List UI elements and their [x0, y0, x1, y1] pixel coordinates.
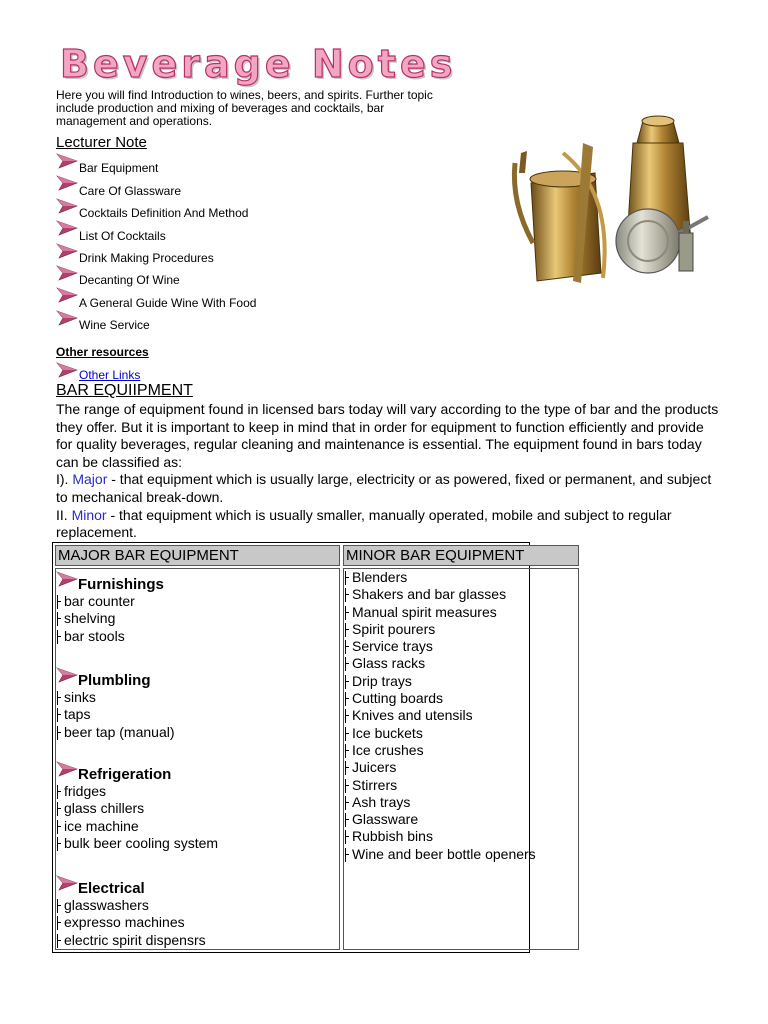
list-item: Rubbish bins: [344, 828, 536, 845]
list-item: Ash trays: [344, 794, 536, 811]
list-item: bar counter: [56, 593, 164, 610]
list-item: Cutting boards: [344, 690, 536, 707]
minor-equipment-list: [344, 569, 536, 863]
other-links-link[interactable]: Other Links: [79, 368, 141, 382]
list-item: Ice buckets: [344, 725, 536, 742]
list-item: Juicers: [344, 759, 536, 776]
list-item: beer tap (manual): [56, 724, 175, 741]
equipment-group-electrical: [56, 875, 206, 949]
list-item-label[interactable]: Drink Making Procedures: [79, 250, 214, 265]
pink-arrow-icon: [56, 153, 78, 169]
list-item[interactable]: [56, 265, 356, 287]
list-item: glass chillers: [56, 800, 218, 817]
pink-arrow-icon: [56, 175, 78, 191]
intro-text: Here you will find Introduction to wines, beers, and spirits. Further topic include production and mixing of beverages and cocktails, bar management and operations.: [56, 88, 433, 128]
other-resources-heading: Other resources: [56, 345, 149, 359]
list-item[interactable]: [56, 198, 356, 220]
group-title: Refrigeration: [78, 766, 172, 783]
equipment-group-furnishings: [56, 571, 164, 645]
list-item: Ice crushes: [344, 742, 536, 759]
list-item: Manual spirit measures: [344, 604, 536, 621]
lecturer-note-list: [56, 153, 356, 332]
pink-arrow-icon: [56, 220, 78, 236]
list-item: Service trays: [344, 638, 536, 655]
list-item-label[interactable]: Bar Equipment: [79, 161, 159, 176]
group-title: Plumbling: [78, 672, 151, 689]
list-item: expresso machines: [56, 914, 206, 931]
list-item: bar stools: [56, 628, 164, 645]
major-equipment-header: MAJOR BAR EQUIPMENT: [55, 545, 340, 566]
list-item: Glassware: [344, 811, 536, 828]
bar-equipment-heading: BAR EQUIIPMENT: [56, 382, 193, 399]
list-item-label[interactable]: Cocktails Definition And Method: [79, 206, 249, 221]
list-item[interactable]: [56, 287, 356, 309]
pink-arrow-icon: [56, 362, 78, 378]
pink-arrow-icon: [56, 875, 78, 891]
pink-arrow-icon: [56, 243, 78, 259]
major-definition: I). Major - that equipment which is usually large, electricity or as powered, fixed or permanent, and subject to mechanical break-down.: [56, 471, 712, 505]
minor-definition: II. Minor - that equipment which is usually smaller, manually operated, mobile and subject to regular replacement.: [56, 506, 672, 541]
group-title: Electrical: [78, 880, 145, 897]
equipment-table: [52, 542, 536, 953]
list-item[interactable]: [56, 220, 356, 242]
list-item: taps: [56, 706, 175, 723]
pink-arrow-icon: [56, 265, 78, 281]
list-item-label[interactable]: List Of Cocktails: [79, 228, 166, 243]
list-item: Knives and utensils: [344, 707, 536, 724]
list-item: Drip trays: [344, 673, 536, 690]
minor-equipment-cell: [343, 568, 579, 950]
page-title: Beverage Notes: [60, 42, 457, 86]
list-item: glasswashers: [56, 897, 206, 914]
list-item: Spirit pourers: [344, 621, 536, 638]
list-item: Wine and beer bottle openers: [344, 846, 536, 863]
pink-arrow-icon: [56, 198, 78, 214]
lecturer-note-heading: Lecturer Note: [56, 134, 147, 151]
list-item: Stirrers: [344, 777, 536, 794]
pink-arrow-icon: [56, 761, 78, 777]
bar-equipment-text: [56, 401, 721, 542]
group-title: Furnishings: [78, 576, 164, 593]
equipment-group-refrigeration: [56, 761, 218, 852]
pink-arrow-icon: [56, 287, 78, 303]
list-item[interactable]: [56, 243, 356, 265]
equipment-group-plumbling: [56, 667, 175, 741]
list-item: Shakers and bar glasses: [344, 586, 536, 603]
list-item: fridges: [56, 783, 218, 800]
list-item[interactable]: [56, 310, 356, 332]
bar-equipment-image: [503, 113, 713, 298]
list-item-label[interactable]: Wine Service: [79, 318, 150, 333]
minor-equipment-header: MINOR BAR EQUIPMENT: [343, 545, 579, 566]
list-item: electric spirit dispensrs: [56, 932, 206, 949]
intro-paragraph: The range of equipment found in licensed bars today will vary according to the type of bar and the products they offer. But it is important to keep in mind that in order for equipment to function efficiently and provide for quality beverages, regular cleaning and maintenance is essential. The equipment found in bars today can be classified as:: [56, 401, 719, 470]
major-term: Major: [72, 471, 108, 488]
list-item: ice machine: [56, 818, 218, 835]
list-item: shelving: [56, 610, 164, 627]
list-item: Glass racks: [344, 655, 536, 672]
list-item[interactable]: [56, 153, 356, 175]
minor-term: Minor: [71, 506, 107, 523]
list-item: sinks: [56, 689, 175, 706]
pink-arrow-icon: [56, 310, 78, 326]
list-item-label[interactable]: A General Guide Wine With Food: [79, 295, 257, 310]
list-item-label[interactable]: Care Of Glassware: [79, 183, 182, 198]
list-item-label[interactable]: Decanting Of Wine: [79, 273, 180, 288]
pink-arrow-icon: [56, 667, 78, 683]
list-item: bulk beer cooling system: [56, 835, 218, 852]
pink-arrow-icon: [56, 571, 78, 587]
other-links-item: [56, 362, 140, 382]
major-equipment-cell: [55, 568, 340, 950]
list-item: Blenders: [344, 569, 536, 586]
list-item[interactable]: [56, 175, 356, 197]
